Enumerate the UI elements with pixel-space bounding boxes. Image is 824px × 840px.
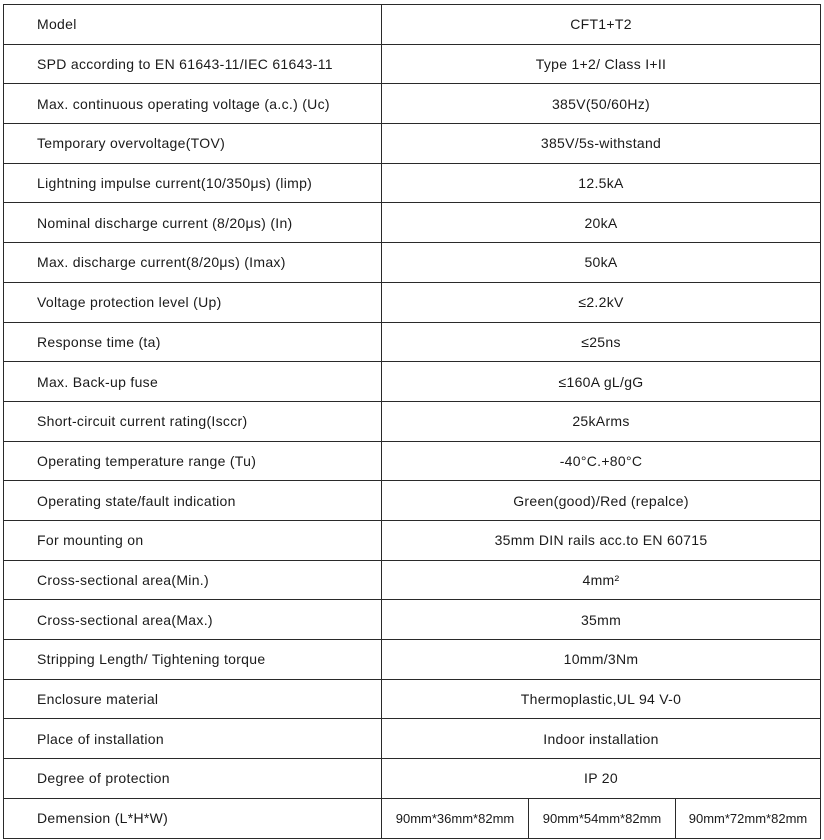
parameter-value: 10mm/3Nm	[382, 640, 821, 680]
parameter-value: ≤25ns	[382, 322, 821, 362]
parameter-value: Green(good)/Red (repalce)	[382, 481, 821, 521]
parameter-name: Max. discharge current(8/20μs) (Imax)	[4, 243, 382, 283]
table-row	[4, 401, 821, 441]
parameter-value: 20kA	[382, 203, 821, 243]
parameter-name: Operating state/fault indication	[4, 481, 382, 521]
parameter-value: Thermoplastic,UL 94 V-0	[382, 679, 821, 719]
parameter-name: Place of installation	[4, 719, 382, 759]
parameter-name: Degree of protection	[4, 759, 382, 799]
table-row	[4, 441, 821, 481]
table-row	[4, 44, 821, 84]
dimension-label: Demension (L*H*W)	[4, 798, 382, 838]
parameter-name: Lightning impulse current(10/350μs) (limp)	[4, 163, 382, 203]
table-row	[4, 600, 821, 640]
parameter-value: 4mm²	[382, 560, 821, 600]
parameter-value: CFT1+T2	[382, 5, 821, 45]
table-row	[4, 560, 821, 600]
parameter-value: 385V(50/60Hz)	[382, 84, 821, 124]
parameter-name: Max. continuous operating voltage (a.c.) (Uc)	[4, 84, 382, 124]
parameter-name: Short-circuit current rating(Isccr)	[4, 401, 382, 441]
table-row	[4, 243, 821, 283]
parameter-name: Cross-sectional area(Max.)	[4, 600, 382, 640]
table-row	[4, 719, 821, 759]
table-row	[4, 322, 821, 362]
parameter-value: 35mm	[382, 600, 821, 640]
parameter-name: Cross-sectional area(Min.)	[4, 560, 382, 600]
table-row	[4, 759, 821, 799]
parameter-value: 50kA	[382, 243, 821, 283]
table-row	[4, 84, 821, 124]
specifications-table-body	[4, 5, 821, 839]
parameter-name: Nominal discharge current (8/20μs) (In)	[4, 203, 382, 243]
parameter-name: SPD according to EN 61643-11/IEC 61643-11	[4, 44, 382, 84]
table-row	[4, 679, 821, 719]
parameter-name: Operating temperature range (Tu)	[4, 441, 382, 481]
dimension-row	[4, 798, 821, 838]
parameter-value: 35mm DIN rails acc.to EN 60715	[382, 520, 821, 560]
table-row	[4, 124, 821, 164]
table-row	[4, 282, 821, 322]
specifications-table	[3, 4, 821, 839]
parameter-value: IP 20	[382, 759, 821, 799]
parameter-name: Response time (ta)	[4, 322, 382, 362]
dimension-value-1: 90mm*36mm*82mm	[382, 798, 529, 838]
table-row	[4, 481, 821, 521]
dimension-value-2: 90mm*54mm*82mm	[529, 798, 676, 838]
parameter-name: For mounting on	[4, 520, 382, 560]
table-row	[4, 203, 821, 243]
parameter-value: ≤160A gL/gG	[382, 362, 821, 402]
parameter-name: Model	[4, 5, 382, 45]
parameter-value: 25kArms	[382, 401, 821, 441]
parameter-name: Temporary overvoltage(TOV)	[4, 124, 382, 164]
table-row	[4, 5, 821, 45]
parameter-name: Max. Back-up fuse	[4, 362, 382, 402]
table-row	[4, 520, 821, 560]
parameter-value: -40°C.+80°C	[382, 441, 821, 481]
table-row	[4, 640, 821, 680]
table-row	[4, 163, 821, 203]
parameter-value: Indoor installation	[382, 719, 821, 759]
parameter-value: Type 1+2/ Class I+II	[382, 44, 821, 84]
parameter-value: 385V/5s-withstand	[382, 124, 821, 164]
table-row	[4, 362, 821, 402]
parameter-name: Enclosure material	[4, 679, 382, 719]
dimension-value-3: 90mm*72mm*82mm	[676, 798, 821, 838]
parameter-name: Voltage protection level (Up)	[4, 282, 382, 322]
parameter-name: Stripping Length/ Tightening torque	[4, 640, 382, 680]
parameter-value: ≤2.2kV	[382, 282, 821, 322]
parameter-value: 12.5kA	[382, 163, 821, 203]
